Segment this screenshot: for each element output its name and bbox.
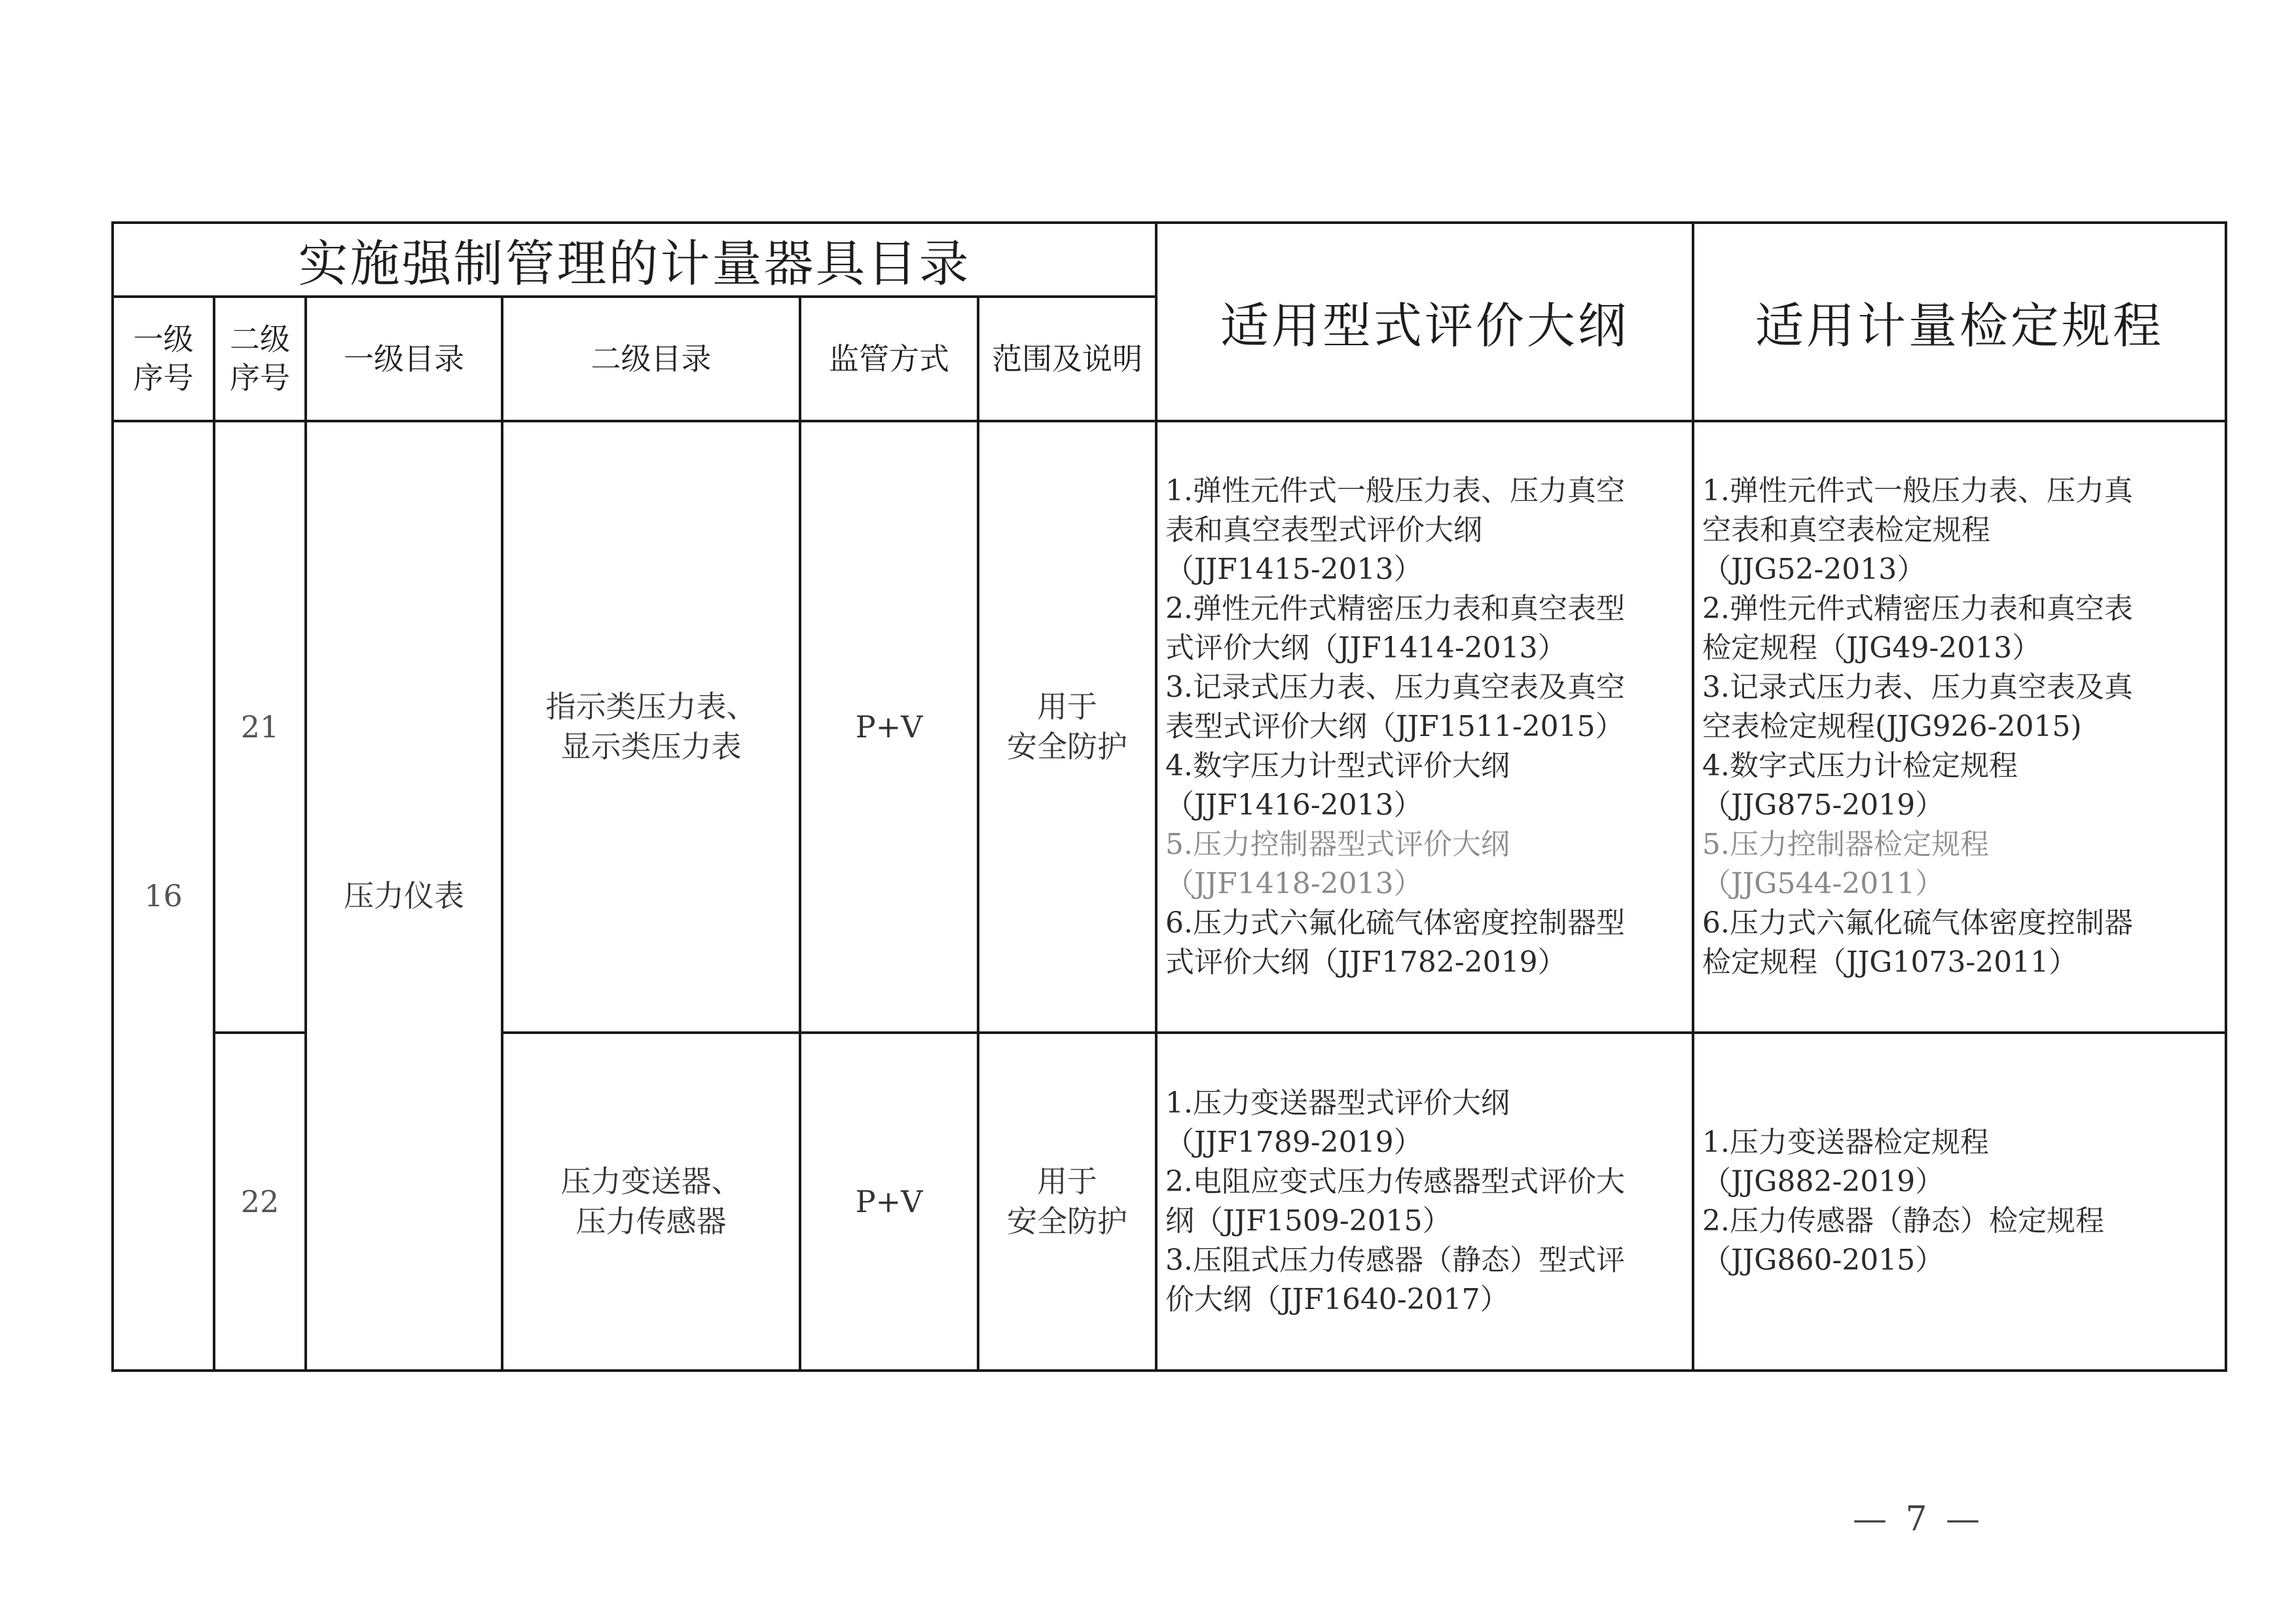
- type-eval-list: [1165, 471, 1685, 982]
- reference-line: （JJG875-2019）: [1702, 788, 1944, 822]
- col-level2-no: [214, 297, 306, 421]
- reference-line: （JJG882-2019）: [1702, 1165, 1944, 1198]
- reference-line: 表型式评价大纲（JJF1511-2015）: [1165, 710, 1624, 743]
- verification-cell: [1693, 1033, 2226, 1371]
- reference-line: 式评价大纲（JJF1414-2013）: [1165, 631, 1567, 665]
- level2-no-cell: 22: [214, 1033, 306, 1371]
- reference-line: （JJF1415-2013）: [1165, 553, 1423, 586]
- type-eval-cell: [1156, 421, 1693, 1033]
- scope-cell: [978, 421, 1156, 1033]
- catalog-title: 实施强制管理的计量器具目录: [113, 223, 1156, 297]
- reference-line: 5.压力控制器型式评价大纲: [1165, 828, 1510, 861]
- col-supervision: 监管方式: [800, 297, 978, 421]
- reference-line: （JJG544-2011）: [1702, 867, 1944, 900]
- col-level2-dir: 二级目录: [502, 297, 800, 421]
- level2-dir-text: 指示类压力表、 显示类压力表: [545, 689, 757, 764]
- col-level1-no-label: 一级 序号: [133, 322, 194, 396]
- col-level1-dir: 一级目录: [306, 297, 502, 421]
- level2-dir-cell: [502, 421, 800, 1033]
- verification-list: [1702, 471, 2218, 982]
- col-scope: 范围及说明: [978, 297, 1156, 421]
- reference-line: 2.弹性元件式精密压力表和真空表: [1702, 592, 2134, 625]
- reference-line: 6.压力式六氟化硫气体密度控制器型: [1165, 906, 1626, 940]
- reference-line: 3.记录式压力表、压力真空表及真: [1702, 671, 2134, 704]
- reference-line: 1.压力变送器检定规程: [1702, 1126, 1990, 1159]
- reference-line: 6.压力式六氟化硫气体密度控制器: [1702, 906, 2134, 940]
- reference-line: 1.弹性元件式一般压力表、压力真空: [1165, 474, 1626, 507]
- reference-line: 1.弹性元件式一般压力表、压力真: [1702, 474, 2134, 507]
- reference-line: 式评价大纲（JJF1782-2019）: [1165, 946, 1567, 979]
- reference-line: 检定规程（JJG49-2013）: [1702, 631, 2041, 665]
- reference-line: 表和真空表型式评价大纲: [1165, 513, 1483, 547]
- type-eval-header: 适用型式评价大纲: [1156, 223, 1693, 421]
- reference-line: 3.记录式压力表、压力真空表及真空: [1165, 671, 1626, 704]
- level1-no-cell: 16: [113, 421, 214, 1371]
- reference-line: （JJF1789-2019）: [1165, 1126, 1423, 1159]
- reference-line: 检定规程（JJG1073-2011）: [1702, 946, 2078, 979]
- level1-dir-cell: 压力仪表: [306, 421, 502, 1371]
- level2-dir-cell: [502, 1033, 800, 1371]
- col-level2-no-label: 二级 序号: [230, 322, 290, 396]
- reference-line: 1.压力变送器型式评价大纲: [1165, 1086, 1510, 1120]
- reference-line: （JJG52-2013）: [1702, 553, 1926, 586]
- page-number: — 7 —: [1853, 1500, 1984, 1539]
- reference-line: 2.弹性元件式精密压力表和真空表型: [1165, 592, 1626, 625]
- scope-cell: [978, 1033, 1156, 1371]
- catalog-sheet: [111, 221, 2225, 1358]
- reference-line: 4.数字压力计型式评价大纲: [1165, 749, 1510, 783]
- reference-line: 价大纲（JJF1640-2017）: [1165, 1283, 1509, 1316]
- col-level1-no: [113, 297, 214, 421]
- scope-text: 用于 安全防护: [1007, 689, 1128, 764]
- reference-line: 2.压力传感器（静态）检定规程: [1702, 1204, 2105, 1238]
- type-eval-cell: [1156, 1033, 1693, 1371]
- scope-text: 用于 安全防护: [1007, 1164, 1128, 1239]
- reference-line: 5.压力控制器检定规程: [1702, 828, 1990, 861]
- type-eval-list: [1165, 1084, 1685, 1320]
- supervision-cell: P+V: [800, 1033, 978, 1371]
- catalog-table: [111, 221, 2227, 1372]
- verification-cell: [1693, 421, 2226, 1033]
- reference-line: 空表检定规程(JJG926-2015): [1702, 710, 2082, 743]
- supervision-cell: P+V: [800, 421, 978, 1033]
- table-row: [113, 421, 2226, 1033]
- reference-line: 空表和真空表检定规程: [1702, 513, 1991, 547]
- reference-line: 2.电阻应变式压力传感器型式评价大: [1165, 1165, 1626, 1198]
- level2-dir-text: 压力变送器、 压力传感器: [560, 1164, 742, 1239]
- reference-line: 4.数字式压力计检定规程: [1702, 749, 2018, 783]
- reference-line: 纲（JJF1509-2015）: [1165, 1204, 1451, 1238]
- reference-line: 3.压阻式压力传感器（静态）型式评: [1165, 1244, 1626, 1277]
- verification-header: 适用计量检定规程: [1693, 223, 2226, 421]
- reference-line: （JJF1418-2013）: [1165, 867, 1423, 900]
- reference-line: （JJF1416-2013）: [1165, 788, 1423, 822]
- verification-list: [1702, 1123, 2218, 1280]
- level2-no-cell: 21: [214, 421, 306, 1033]
- reference-line: （JJG860-2015）: [1702, 1244, 1944, 1277]
